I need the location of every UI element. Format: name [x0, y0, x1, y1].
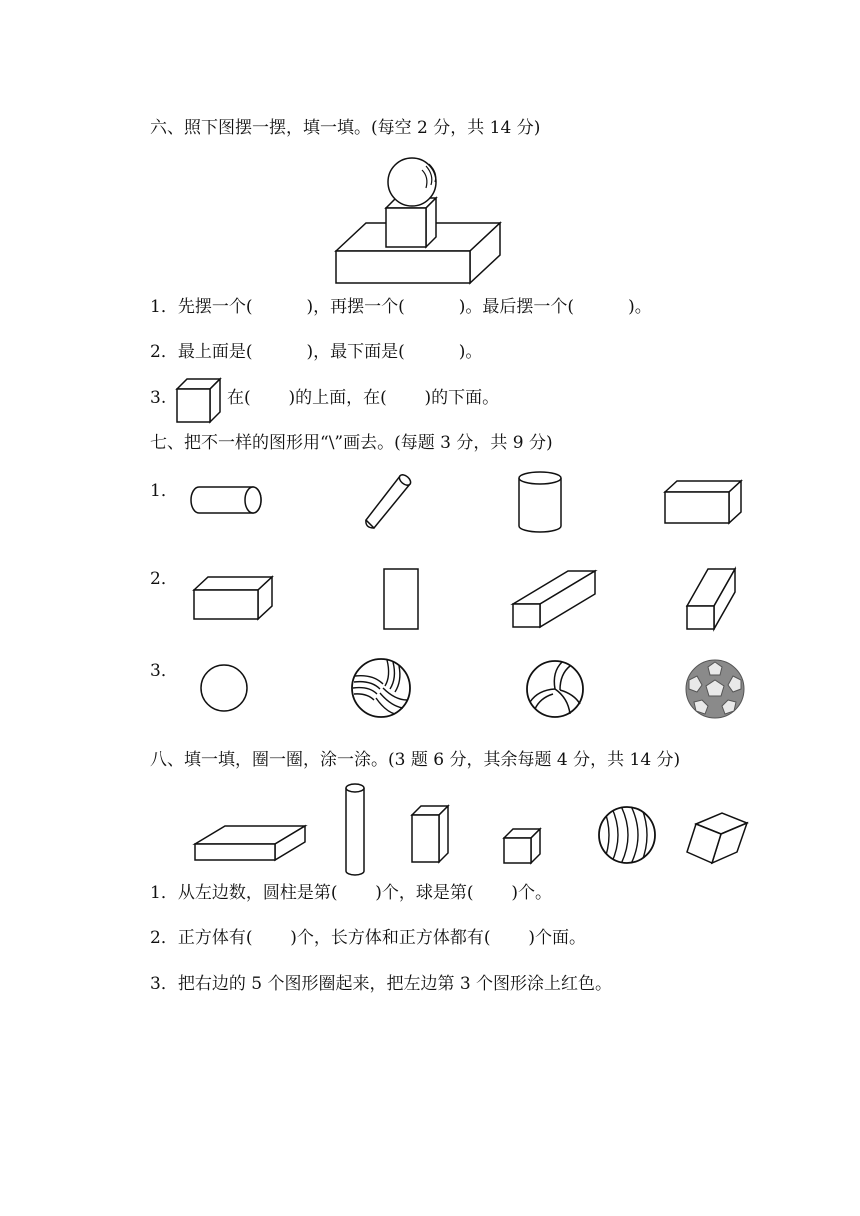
section7-row3-num: 3．	[150, 661, 178, 681]
section8-heading: 八、填一填，圈一圈，涂一涂。(3 题 6 分，其余每题 4 分，共 14 分)	[150, 750, 681, 770]
cylinder-upright-icon	[516, 470, 564, 534]
cube-rotated-icon	[684, 810, 750, 866]
cube-small-icon	[501, 826, 543, 866]
volleyball-icon	[524, 658, 586, 720]
cuboid-icon	[662, 478, 744, 526]
cuboid-icon	[191, 574, 275, 622]
circle-icon	[198, 662, 250, 714]
section7-row2-num: 2．	[150, 569, 178, 589]
volleyball-icon	[349, 656, 413, 720]
soccer-ball-icon	[684, 658, 746, 720]
striped-ball-icon	[596, 804, 658, 866]
cuboid-long-icon	[510, 568, 598, 630]
section7-heading: 七、把不一样的图形用“\”画去。(每题 3 分，共 9 分)	[150, 433, 553, 453]
cuboid-upright-icon	[409, 803, 451, 865]
section7-row1-num: 1．	[150, 481, 178, 501]
section6-q3-num: 3.	[150, 388, 167, 408]
section6-q2: 2．最上面是( )，最下面是( )。	[150, 342, 483, 362]
flat-cuboid-icon	[192, 823, 308, 863]
cylinder-tall-icon	[343, 782, 367, 878]
cylinder-slanted-icon	[362, 472, 416, 532]
section6-q3-text: 在( )的上面，在( )的下面。	[227, 388, 500, 408]
stacked-figure	[330, 155, 510, 290]
rectangle-icon	[381, 566, 421, 632]
cylinder-horizontal-icon	[193, 484, 263, 516]
section8-q2: 2．正方体有( )个，长方体和正方体都有( )个面。	[150, 928, 586, 948]
cuboid-tilted-icon	[684, 566, 738, 632]
section8-q3: 3．把右边的 5 个图形圈起来，把左边第 3 个图形涂上红色。	[150, 974, 613, 994]
cube-icon	[174, 376, 222, 424]
section8-q1: 1．从左边数，圆柱是第( )个，球是第( )个。	[150, 883, 552, 903]
section6-heading: 六、照下图摆一摆，填一填。(每空 2 分，共 14 分)	[150, 118, 541, 138]
sphere-icon	[388, 158, 436, 206]
section6-q1: 1．先摆一个( )，再摆一个( )。最后摆一个( )。	[150, 297, 652, 317]
